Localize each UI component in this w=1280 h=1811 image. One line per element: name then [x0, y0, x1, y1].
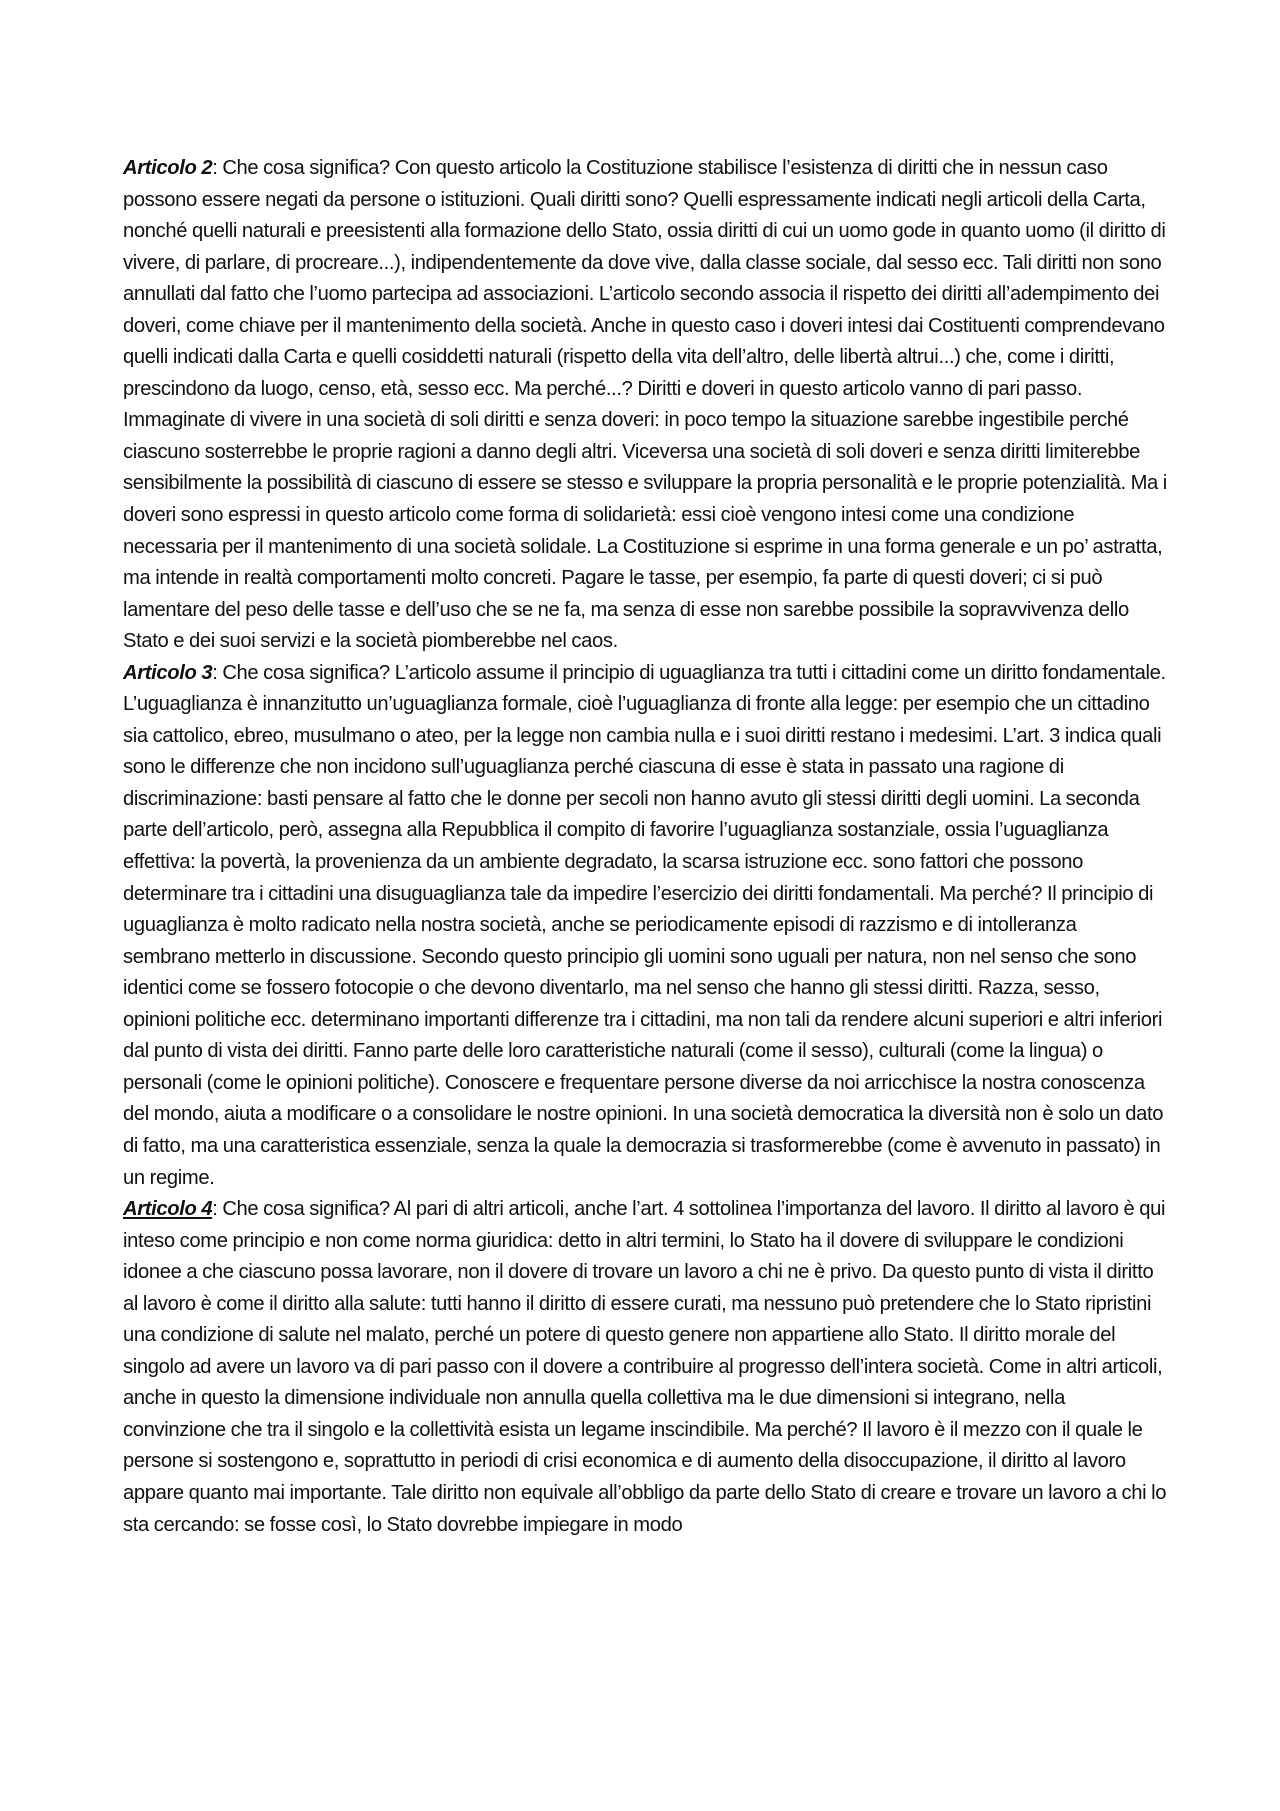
article-3-label: Articolo 3	[123, 661, 213, 684]
article-4-text: : Che cosa significa? Al pari di altri articoli, anche l’art. 4 sottolinea l’importanza del lavoro. Il diritto al lavoro è qui inteso come principio e non come norma giuridica: detto in altri termini, lo Stato ha il dovere di sviluppare le condizioni idonee a che ciascuno possa lavorare, non il dovere di trovare un lavoro a chi ne è privo. Da questo punto di vista il diritto al lavoro è come il diritto alla salute: tutti hanno il diritto di essere curati, ma nessuno può pretendere che lo Stato ripristini una condizione di salute nel malato, perché un potere di questo genere non appartiene allo Stato. Il diritto morale del singolo ad avere un lavoro va di pari passo con il dovere a contribuire al progresso dell’intera società. Come in altri articoli, anche in questo la dimensione individuale non annulla quella collettiva ma le due dimensioni si integrano, nella convinzione che tra il singolo e la collettività esista un legame inscindibile. Ma perché? Il lavoro è il mezzo con il quale le persone si sostengono e, soprattutto in periodi di crisi economica e di aumento della disoccupazione, il diritto al lavoro appare quanto mai importante. Tale diritto non equivale all’obbligo da parte dello Stato di creare e trovare un lavoro a chi lo sta cercando: se fosse così, lo Stato dovrebbe impiegare in modo	[123, 1198, 1167, 1536]
article-2-label: Articolo 2	[123, 157, 213, 179]
article-2-text: : Che cosa significa? Con questo articolo la Costituzione stabilisce l’esistenza di diritti che in nessun caso possono essere negati da persone o istituzioni. Quali diritti sono? Quelli espressamente indicati negli articoli della Carta, nonché quelli naturali e preesistenti alla formazione dello Stato, ossia diritti di cui un uomo gode in quanto uomo (il diritto di vivere, di parlare, di procreare...), indipendentemente da dove vive, dalla classe sociale, dal sesso ecc. Tali diritti non sono annullati dal fatto che l’uomo partecipa ad associazioni. L’articolo secondo associa il rispetto dei diritti all’adempimento dei doveri, come chiave per il mantenimento della società. Anche in questo caso i doveri intesi dai Costituenti comprendevano quelli indicati dalla Carta e quelli cosiddetti naturali (rispetto della vita dell’altro, delle libertà altrui...) che, come i diritti, prescindono da luogo, censo, età, sesso ecc. Ma perché...? Diritti e doveri in questo articolo vanno di pari passo. Immaginate di vivere in una società di soli diritti e senza doveri: in poco tempo la situazione sarebbe ingestibile perché ciascuno sosterrebbe le proprie ragioni a danno degli altri. Viceversa una società di soli doveri e senza diritti limiterebbe sensibilmente la possibilità di ciascuno di essere se stesso e sviluppare la propria personalità e le proprie potenzialità. Ma i doveri sono espressi in questo articolo come forma di solidarietà: essi cioè vengono intesi come una condizione necessaria per il mantenimento di una società solidale. La Costituzione si esprime in una forma generale e un po’ astratta, ma intende in realtà comportamenti molto concreti. Pagare le tasse, per esempio, fa parte di questi doveri; ci si può lamentare del peso delle tasse e dell’uso che se ne fa, ma senza di esse non sarebbe possibile la sopravvivenza dello Stato e dei suoi servizi e la società piomberebbe nel caos.	[123, 157, 1167, 653]
article-2-paragraph	[123, 153, 1168, 658]
article-3-text: : Che cosa significa? L’articolo assume il principio di uguaglianza tra tutti i cittadini come un diritto fondamentale. L’uguaglianza è innanzitutto un’uguaglianza formale, cioè l’uguaglianza di fronte alla legge: per esempio che un cittadino sia cattolico, ebreo, musulmano o ateo, per la legge non cambia nulla e i suoi diritti restano i medesimi. L’art. 3 indica quali sono le differenze che non incidono sull’uguaglianza perché ciascuna di esse è stata in passato una ragione di discriminazione: basti pensare al fatto che le donne per secoli non hanno avuto gli stessi diritti degli uomini. La seconda parte dell’articolo, però, assegna alla Repubblica il compito di favorire l’uguaglianza sostanziale, ossia l’uguaglianza effettiva: la povertà, la provenienza da un ambiente degradato, la scarsa istruzione ecc. sono fattori che possono determinare tra i cittadini una disuguaglianza tale da impedire l’esercizio dei diritti fondamentali. Ma perché? Il principio di uguaglianza è molto radicato nella nostra società, anche se periodicamente episodi di razzismo e di intolleranza sembrano metterlo in discussione. Secondo questo principio gli uomini sono uguali per natura, non nel senso che sono identici come se fossero fotocopie o che devono diventarlo, ma nel senso che hanno gli stessi diritti. Razza, sesso, opinioni politiche ecc. determinano importanti differenze tra i cittadini, ma non tali da rendere alcuni superiori e altri inferiori dal punto di vista dei diritti. Fanno parte delle loro caratteristiche naturali (come il sesso), culturali (come la lingua) o personali (come le opinioni politiche). Conoscere e frequentare persone diverse da noi arricchisce la nostra conoscenza del mondo, aiuta a modificare o a consolidare le nostre opinioni. In una società democratica la diversità non è solo un dato di fatto, ma una caratteristica essenziale, senza la quale la democrazia si trasformerebbe (come è avvenuto in passato) in un regime.	[123, 661, 1166, 1189]
document-page	[123, 153, 1168, 1541]
article-4-paragraph	[123, 1194, 1168, 1541]
article-4-label: Articolo 4	[123, 1198, 213, 1221]
article-3-paragraph	[123, 658, 1168, 1194]
